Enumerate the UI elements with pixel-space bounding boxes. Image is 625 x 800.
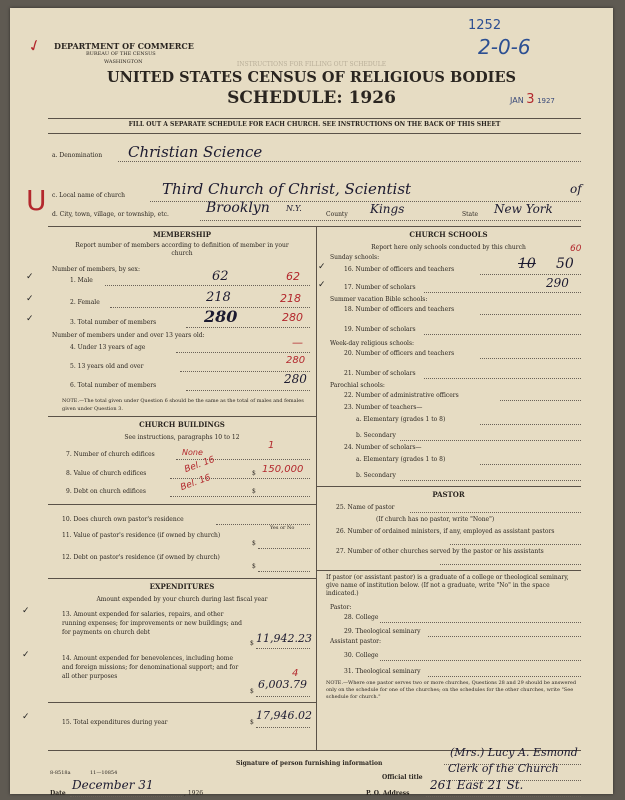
salaries-value: 11,942.23 [256,632,312,645]
city-label: d. City, town, village, or township, etc. [52,211,169,218]
membership-note: NOTE.—The total given under Question 6 should be the same as the total of males and females given under Question 3. [62,398,304,412]
city-value: Brooklyn [206,200,270,216]
edifice-value-label: 8. Value of church edifices [66,470,147,477]
city-suffix: N.Y. [286,204,302,213]
form-number: 8-8518a [50,770,71,776]
edifices-hand: None [182,448,203,457]
print-code: 11—10854 [90,770,118,776]
state-label: State [462,211,479,218]
members-by-sex-label: Number of members, by sex: [52,266,140,273]
edifices-red: 1 [268,440,275,451]
summer-schools-label: Summer vacation Bible schools: [330,296,428,303]
age-total-value: 280 [284,372,307,386]
total-expenditures-value: 17,946.02 [256,709,312,722]
date-year: , 1926 [184,790,204,797]
assistant-pastor-label: Assistant pastor: [330,638,382,645]
red-u-mark: U [26,184,47,217]
edifice-value-hand: Bel. 16 [183,454,217,476]
benevolences-red: 4 [292,668,299,679]
pastor-residence-debt-label: 12. Debt on pastor's residence (if owned by church) [62,554,220,561]
sunday-schools-label: Sunday schools: [330,254,380,261]
female-label: 2. Female [70,299,100,306]
assistant-college-label: 30. College [344,652,379,659]
local-name-label: c. Local name of church [52,192,126,199]
edifice-debt-label: 9. Debt on church edifices [66,488,146,495]
pastor-heading: PASTOR [432,490,465,499]
pastor-residence-value-label: 11. Value of pastor's residence (if owned by church) [62,532,221,539]
census-schedule-sheet: ✓ DEPARTMENT OF COMMERCE BUREAU OF THE CENSUS WASHINGTON 1252 2-0-6 UNITED STATES CENSUS OF RELIGIOUS BODIES SCHEDULE: 1926 INSTRUCTIONS FOR FILLING OUT SCHEDULE JAN 3 1927 FILL OUT A SEPARATE SCHEDULE FOR EACH CHURCH. SEE INSTRUCTIONS ON THE BACK OF THIS SHEET a. Denomination Christian Science U c. Local name of church Third Church of Christ, Scientist of d. City, town, village, or township, etc. Brooklyn N.Y. County Kings State New York MEMBERSHIP Report number of members according to definition of member in your church Number of members, by sex: ✓ 1. Male 62 62 ✓ 2. Female 218 218 ✓ 3. Total number of members 280 280 Number of members under and over 13 years old: 4. Under 13 years of age — 5. 13 years old and over 280 6. Total number of members 280 NOTE.—The total given under Question 6 should be the same as the total of males and females given under Question 3. CHURCH BUILDINGS See instructions, paragraphs 10 to 12 7. Number of church edifices None 1 8. Value of church edifices Bel. 16 $ 150,000 9. Debt on church edifices Bel. 16 $ 10. Does church own pastor's residence Yes or No 11. Value of pastor's residence (if owned by church) $ 12. Debt on pastor's residence (if owned by church) $ EXPENDITURES Amount expended by your church during last fiscal year ✓ 13. Amount expended for salaries, repairs, and other running expenses; for improvements or new buildings; and for payments on church debt $ 11,942.23 ✓ 14. Amount expended for benevolences, including home and foreign missions; for denominational support; and for all other purposes 4 $ 6,003.79 ✓ 15. Total expenditures during year $ 17,946.02 CHURCH SCHOOLS Report here only schools conducted by this church 60 Sunday schools: ✓ 16. Number of officers and teachers 10 50 ✓ 17. Number of scholars 290 Summer vacation Bible schools: 18. Number of officers and teachers 19. Number of scholars Week-day religious schools: 20. Number of officers and teachers 21. Number of scholars Parochial schools: 22. Number of administrative officers 23. Number of teachers— a. Elementary (grades 1 to 8) b. Secondary 24. Number of scholars— a. Elementary (grades 1 to 8) b. Secondary PASTOR 25. Name of pastor (If church has no pastor, write "None") 26. Number of ordained ministers, if any, employed as assistant pastors 27. Number of other churches served by the pastor or his assistants If pastor (or assistant pastor) is a graduate of a college or theological seminary, give name of institution below. (If not a graduate, write "No" in the space indicated.) Pastor: 28. College 29. Theological seminary Assistant pastor: 30. College 31. Theological seminary NOTE.—Where one pastor serves two or more churches, Questions 28 and 29 should be answered only on the schedule for one of the churches; on the schedules for the other churches, write "See schedule for church." Signature of person furnishing information (Mrs.) Lucy A. Esmond Official title Clerk of the Church Date December 31 , 1926 P. O. Address 261 East 21 St. 8-8518a 11—10854 [10,8,613,794]
female-value: 218 [206,290,231,305]
date-value: December 31 [72,778,154,792]
bureau-name: BUREAU OF THE CENSUS [86,51,156,57]
ordained-ministers-label: 26. Number of ordained ministers, if any, employed as assistant pastors [336,528,555,535]
po-address-label: P. O. Address [366,790,410,797]
pastor-residence-label: 10. Does church own pastor's residence [62,516,184,523]
expenditures-subheading: Amount expended by your church during last fiscal year [96,596,268,603]
pastor-residence-debt-dollar: $ [252,563,256,570]
benevolences-dollar: $ [250,688,254,695]
sunday-scholars-label: 17. Number of scholars [344,284,416,291]
age-group-label: Number of members under and over 13 years old: [52,332,205,339]
church-buildings-subheading: See instructions, paragraphs 10 to 12 [124,434,240,441]
local-name-value: Third Church of Christ, Scientist [162,180,412,198]
signature-value: (Mrs.) Lucy A. Esmond [450,746,578,759]
denomination-label: a. Denomination [52,152,103,159]
sunday-officers-value: 10 [518,256,536,272]
total-members-label: 3. Total number of members [70,319,157,326]
graduate-note: If pastor (or assistant pastor) is a graduate of a college or theological seminary, give name of institution below. (If not a graduate, write "No" in the space indicated.) [326,574,569,597]
under-13-label: 4. Under 13 years of age [70,344,146,351]
benevolences-label: 14. Amount expended for benevolences, including home and foreign missions; for denominational support; and for all other purposes [62,655,239,680]
official-title-label: Official title [382,774,423,781]
red-check-mark: ✓ [25,34,45,57]
teachers-elementary-label: a. Elementary (grades 1 to 8) [356,416,446,423]
edifice-value-red: 150,000 [262,464,304,475]
weekday-scholars-label: 21. Number of scholars [344,370,416,377]
stamp-code: 2-0-6 [478,35,531,59]
pastor-college-label: 28. College [344,614,379,621]
bureau-city: WASHINGTON [104,59,143,65]
church-buildings-heading: CHURCH BUILDINGS [139,420,225,429]
total-members-value: 280 [204,307,238,326]
weekday-schools-label: Week-day religious schools: [330,340,415,347]
assistant-seminary-label: 31. Theological seminary [344,668,421,675]
received-date-stamp: JAN 3 1927 [510,92,555,107]
form-title: UNITED STATES CENSUS OF RELIGIOUS BODIES [107,69,516,86]
pastor-sub-label: Pastor: [330,604,352,611]
signature-label: Signature of person furnishing information [236,760,383,767]
weekday-officers-label: 20. Number of officers and teachers [344,350,455,357]
yes-no-label: Yes or No [270,525,295,531]
expenditures-heading: EXPENDITURES [149,582,215,591]
benevolences-value: 6,003.79 [258,678,307,691]
church-schools-subheading: Report here only schools conducted by this church [371,244,526,251]
teachers-secondary-label: b. Secondary [356,432,396,439]
total-members-red: 280 [282,311,303,324]
other-churches-label: 27. Number of other churches served by the pastor or his assistants [336,548,544,555]
sunday-red-number: 60 [570,244,582,254]
membership-heading: MEMBERSHIP [152,230,212,239]
summer-scholars-label: 19. Number of scholars [344,326,416,333]
total-expenditures-dollar: $ [250,719,254,726]
parochial-schools-label: Parochial schools: [330,382,385,389]
official-title-value: Clerk of the Church [448,762,559,775]
female-red-value: 218 [280,292,301,305]
teachers-label: 23. Number of teachers— [344,404,423,411]
edifice-value-dollar: $ [252,470,256,477]
total-expenditures-label: 15. Total expenditures during year [62,719,168,726]
edifices-label: 7. Number of church edifices [66,451,155,458]
state-value: New York [494,202,553,216]
edifice-debt-dollar: $ [252,488,256,495]
sunday-scholars-value: 290 [546,276,569,290]
pastor-residence-value-dollar: $ [252,540,256,547]
stamp-number: 1252 [468,18,502,33]
county-label: County [326,211,348,218]
county-value: Kings [370,202,405,216]
pastor-seminary-label: 29. Theological seminary [344,628,421,635]
church-schools-heading: CHURCH SCHOOLS [409,230,488,239]
sunday-officers-value-2: 50 [556,256,574,272]
admin-officers-label: 22. Number of administrative officers [344,392,459,399]
scholars-24-secondary-label: b. Secondary [356,472,396,479]
schedule-title: SCHEDULE: 1926 [227,88,396,108]
date-label: Date [50,790,66,797]
age-total-label: 6. Total number of members [70,382,157,389]
local-name-suffix: of [570,182,582,196]
over-13-label: 5. 13 years old and over [70,363,144,370]
salaries-dollar: $ [250,640,254,647]
denomination-value: Christian Science [128,143,263,161]
pastor-name-hint: (If church has no pastor, write "None") [376,516,495,523]
pastor-note: NOTE.—Where one pastor serves two or more churches, Questions 28 and 29 should be answered only on the schedule for one of the churches; on the schedules for the other churches, write "See schedule for church." [326,680,577,700]
membership-subheading: Report number of members according to definition of member in your church [75,242,289,257]
summer-officers-label: 18. Number of officers and teachers [344,306,455,313]
male-label: 1. Male [70,277,93,284]
faint-instructions-heading: INSTRUCTIONS FOR FILLING OUT SCHEDULE [236,61,387,68]
salaries-label: 13. Amount expended for salaries, repairs, and other running expenses; for improvements or new buildings; and for payments on church debt [62,611,242,636]
under-13-red: — [292,336,303,349]
scholars-24-label: 24. Number of scholars— [344,444,422,451]
edifice-debt-hand: Bel. 16 [179,472,213,494]
male-value: 62 [212,269,229,284]
instruction-banner: FILL OUT A SEPARATE SCHEDULE FOR EACH CHURCH. SEE INSTRUCTIONS ON THE BACK OF THIS SHEET [128,121,501,128]
over-13-red: 280 [286,355,306,366]
department-name: DEPARTMENT OF COMMERCE [54,41,194,51]
pastor-name-label: 25. Name of pastor [336,504,395,511]
po-address-value: 261 East 21 St. [430,778,524,792]
male-red-value: 62 [286,270,300,283]
scholars-24-elementary-label: a. Elementary (grades 1 to 8) [356,456,446,463]
sunday-officers-label: 16. Number of officers and teachers [344,266,455,273]
